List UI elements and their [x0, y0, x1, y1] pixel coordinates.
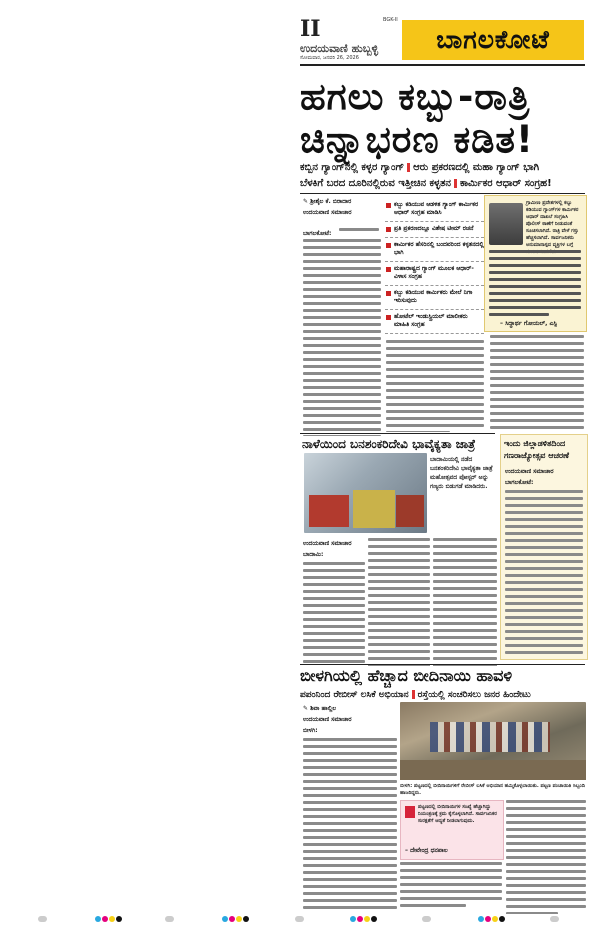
color-bar-yellow	[236, 916, 242, 922]
color-bar-magenta	[485, 916, 491, 922]
story3-body-col3	[506, 800, 586, 914]
edition-numeral: II	[300, 16, 321, 42]
color-bar-cyan	[95, 916, 101, 922]
pink-quote-text: ಪಟ್ಟಣದಲ್ಲಿ ಬೀದಿನಾಯಿಗಳ ಸಂಖ್ಯೆ ಹೆಚ್ಚಾಗಿದ್ದು ನಿಯಂತ್ರಣಕ್ಕೆ ಕ್ರಮ ಕೈಗೊಳ್ಳಲಾಗಿದೆ. ಸಾರ್ವಜನಿಕರ ಸುರಕ್ಷತೆಗೆ ಆದ್ಯತೆ ನೀಡಲಾಗುವುದು.	[418, 804, 497, 824]
sidebar-title: ಇಂದು ಜಿಲ್ಲಾಡಳಿತದಿಂದ ಗಣರಾಜ್ಯೋತ್ಸವ ಆಚರಣೆ	[504, 439, 569, 460]
color-bar-yellow	[364, 916, 370, 922]
page-code: BGK-II	[383, 17, 398, 23]
registration-mark	[165, 916, 174, 922]
quote-text-side: ಗ್ರಾಮೀಣ ಪ್ರದೇಶಗಳಲ್ಲಿ ಕಬ್ಬು ಕಡಿಯುವ ಗ್ಯಾಂಗ್‌ಗಳ ಕಾರ್ಮಿಕರ ಆಧಾರ್ ದಾಖಲೆ ಸಂಗ್ರಹಿಸಿ ಪೊಲೀಸ್ ಠಾಣೆಗೆ ನೀಡುವಂತೆ ಸೂಚಿಸಲಾಗಿದೆ. ರಾತ್ರಿ ವೇಳೆ ಗಸ್ತು ಹೆಚ್ಚಿಸಲಾಗಿದೆ. ಸಾರ್ವಜನಿಕರು ಅನುಮಾನಾಸ್ಪದ ವ್ಯಕ್ತಿಗಳ ಬಗ್ಗೆ	[526, 200, 579, 248]
story2-body-col2	[368, 538, 430, 666]
story2-body-col1	[303, 538, 365, 666]
story2-body-col3	[433, 538, 497, 666]
district-label: ಬಾಗಲಕೋಟೆ	[436, 25, 550, 54]
date-line: ಸೋಮವಾರ, ಜನವರಿ 26, 2026	[300, 55, 359, 61]
color-bar-black	[243, 916, 249, 922]
lead-body-col2	[386, 340, 484, 432]
masthead-rule	[300, 64, 585, 66]
registration-mark	[550, 916, 559, 922]
subhead-rule	[300, 193, 585, 194]
bullet-item: ಕಬ್ಬು ಕಡಿಯುವ ಆಡಳಿತ ಗ್ಯಾಂಗ್ ಕಾರ್ಮಿಕರ ಆಧಾರ್ ಸಂಗ್ರಹ ಮಾಡಿಸಿ	[385, 198, 484, 222]
divider-bar	[412, 690, 415, 699]
newspaper-logo: ಉದಯವಾಣಿ ಹುಬ್ಬಳ್ಳಿ	[300, 42, 379, 55]
lead-subhead-2	[300, 176, 585, 191]
story3-caption: ಬೀಳಗಿ: ಪಟ್ಟಣದಲ್ಲಿ ಬೀದಿನಾಯಿಗಳಿಗೆ ರೇಬೀಸ್ ಲಸಿಕೆ ಅಭಿಯಾನ ಹಮ್ಮಿಕೊಳ್ಳಲಾಯಿತು. ಪಟ್ಟಣ ಪಂಚಾಯಿತಿ ಸಿಬ್ಬಂದಿ ಹಾಜರಿದ್ದರು.	[400, 783, 586, 796]
subhead-2a: ಬೆಳಕಿಗೆ ಬರದ ದೂರಿನಲ್ಲಿರುವ ಇತ್ತೀಚಿನ ಕಳ್ಳತನ	[300, 178, 451, 189]
lead-byline: ✎ ಶ್ರೀಶೈಲ ಕೆ. ಬಿರಾದಾರ	[303, 198, 352, 205]
color-bar-cyan	[478, 916, 484, 922]
color-bar-black	[371, 916, 377, 922]
story3-subhead-b: ರಸ್ತೆಯಲ್ಲಿ ಸಂಚರಿಸಲು ಜನರ ಹಿಂದೇಟು	[417, 690, 531, 700]
story3-dateline: ಬೀಳಗಿ:	[303, 727, 318, 734]
color-bar-yellow	[492, 916, 498, 922]
lead-body-col3	[490, 335, 584, 432]
subhead-2b: ಕಾರ್ಮಿಕರ ಆಧಾರ್ ಸಂಗ್ರಹ!	[459, 178, 552, 189]
bullet-item: ಕಬ್ಬು ಕಡಿಯುವ ಕಾರ್ಮಿಕರು ಮೇಲೆ ನಿಗಾ ಇರಿಸುವುದು	[385, 286, 484, 310]
story3-byline: ✎ ಶಿವಾ ಹಾಲ್ಲಿಲ	[303, 705, 337, 712]
story3-bureau: ಉದಯವಾಣಿ ಸಮಾಚಾರ	[303, 716, 352, 723]
color-bar-yellow	[109, 916, 115, 922]
color-bar-black	[499, 916, 505, 922]
pink-quote-signature: – ದೇವೇಂದ್ರ ಧನಪಾಲ	[405, 847, 448, 854]
lead-headline-line2: ಚಿನ್ನಾಭರಣ ಕಡಿತ!	[300, 118, 534, 161]
poster-right	[396, 495, 424, 527]
divider-bar	[407, 163, 410, 172]
story3-subhead	[300, 688, 585, 703]
district-banner	[402, 20, 584, 60]
color-bar-magenta	[229, 916, 235, 922]
bullet-item: ಹೋಟೆಲ್ ಇಂಡುಸ್ಟ್ರಿಯಲ್ ಮಾಲೀಕರು ಮಾಹಿತಿ ಸಂಗ್ರಹ	[385, 310, 484, 334]
lead-dateline: ಬಾಗಲಕೋಟೆ:	[303, 230, 332, 237]
color-bar-cyan	[222, 916, 228, 922]
story3-body-col1	[303, 703, 397, 913]
subhead-1b: ಆರು ಪ್ರಕರಣದಲ್ಲಿ ಮಹಾ ಗ್ಯಾಂಗ್ ಭಾಗಿ	[413, 162, 540, 173]
registration-mark	[38, 916, 47, 922]
photo-people-row	[430, 722, 550, 752]
sidebar-dateline: ಬಾಗಲಕೋಟೆ:	[505, 479, 534, 486]
story2-bureau: ಉದಯವಾಣಿ ಸಮಾಚಾರ	[303, 540, 352, 547]
lead-subhead-1	[300, 160, 585, 175]
story3-body-col2	[400, 862, 502, 914]
story3-rule	[300, 664, 585, 665]
story2-caption: ಬಾದಾಮಿಯಲ್ಲಿ ನಡೆದ ಬನಶಂಕರಿದೇವಿ ಭಾವೈಕ್ಯತಾ ಜಾತ್ರೆ ಮಹೋತ್ಸವದ ಪೋಸ್ಟರ್ ಅನ್ನು ಗಣ್ಯರು ಬಿಡುಗಡೆ ಮಾಡಿದರು.	[430, 456, 493, 490]
quote-marker-icon	[405, 806, 415, 818]
lead-headline-line1: ಹಗಲು ಕಬ್ಬು-ರಾತ್ರಿ	[300, 75, 531, 118]
bullet-item: ಕಾರ್ಮಿಕರ ಹೆಸರಿನಲ್ಲಿ ಬಂದವರಿಂದ ಕಳ್ಳತನದಲ್ಲಿ ಭಾಗಿ	[385, 238, 484, 262]
official-photo	[489, 203, 523, 245]
divider-bar	[454, 179, 457, 188]
color-bar-magenta	[357, 916, 363, 922]
sidebar-bureau: ಉದಯವಾಣಿ ಸಮಾಚಾರ	[505, 468, 554, 475]
registration-mark	[422, 916, 431, 922]
poster-left	[309, 495, 349, 527]
photo-ground	[400, 760, 586, 780]
story2-dateline: ಬಾದಾಮಿ:	[303, 551, 324, 558]
bullet-item: ಮಹಾರಾಷ್ಟ್ರದ ಗ್ಯಾಂಗ್ ಮೂಲಕ ಆಧಾರ್-ವಿಳಾಸ ಸಂಗ್ರಹ	[385, 262, 484, 286]
story2-rule	[300, 433, 495, 434]
story3-subhead-a: ಪಪಂನಿಂದ ರೇಬೀಸ್ ಲಸಿಕೆ ಅಭಿಯಾನ	[300, 690, 409, 700]
poster-center	[353, 490, 395, 528]
quote-body-lines	[489, 250, 581, 316]
subhead-1a: ಕಬ್ಬಿನ ಗ್ಯಾಂಗ್‌ನಲ್ಲಿ ಕಳ್ಳರ ಗ್ಯಾಂಗ್	[300, 162, 405, 173]
lead-body-col1	[303, 196, 381, 436]
story3-headline: ಬೀಳಗಿಯಲ್ಲಿ ಹೆಚ್ಚಾದ ಬೀದಿನಾಯಿ ಹಾವಳಿ	[300, 666, 513, 685]
sidebar-body	[505, 466, 583, 654]
bullet-item: ಪ್ರತಿ ಪ್ರಕರಣದಲ್ಲೂ ವಿಶೇಷ ಟೀಮ್ ರಚನೆ	[385, 222, 484, 238]
lead-bullet-list	[385, 198, 484, 334]
color-bar-magenta	[102, 916, 108, 922]
quote-signature: – ಸಿದ್ಧಾರ್ಥ ಗೋಯಲ್, ಎಸ್ಪಿ	[500, 320, 557, 327]
color-bar-cyan	[350, 916, 356, 922]
lead-bureau: ಉದಯವಾಣಿ ಸಮಾಚಾರ	[303, 209, 352, 216]
story2-headline: ನಾಳೆಯಿಂದ ಬನಶಂಕರಿದೇವಿ ಭಾವೈಕ್ಯತಾ ಜಾತ್ರೆ	[302, 437, 476, 451]
color-bar-black	[116, 916, 122, 922]
registration-mark	[295, 916, 304, 922]
